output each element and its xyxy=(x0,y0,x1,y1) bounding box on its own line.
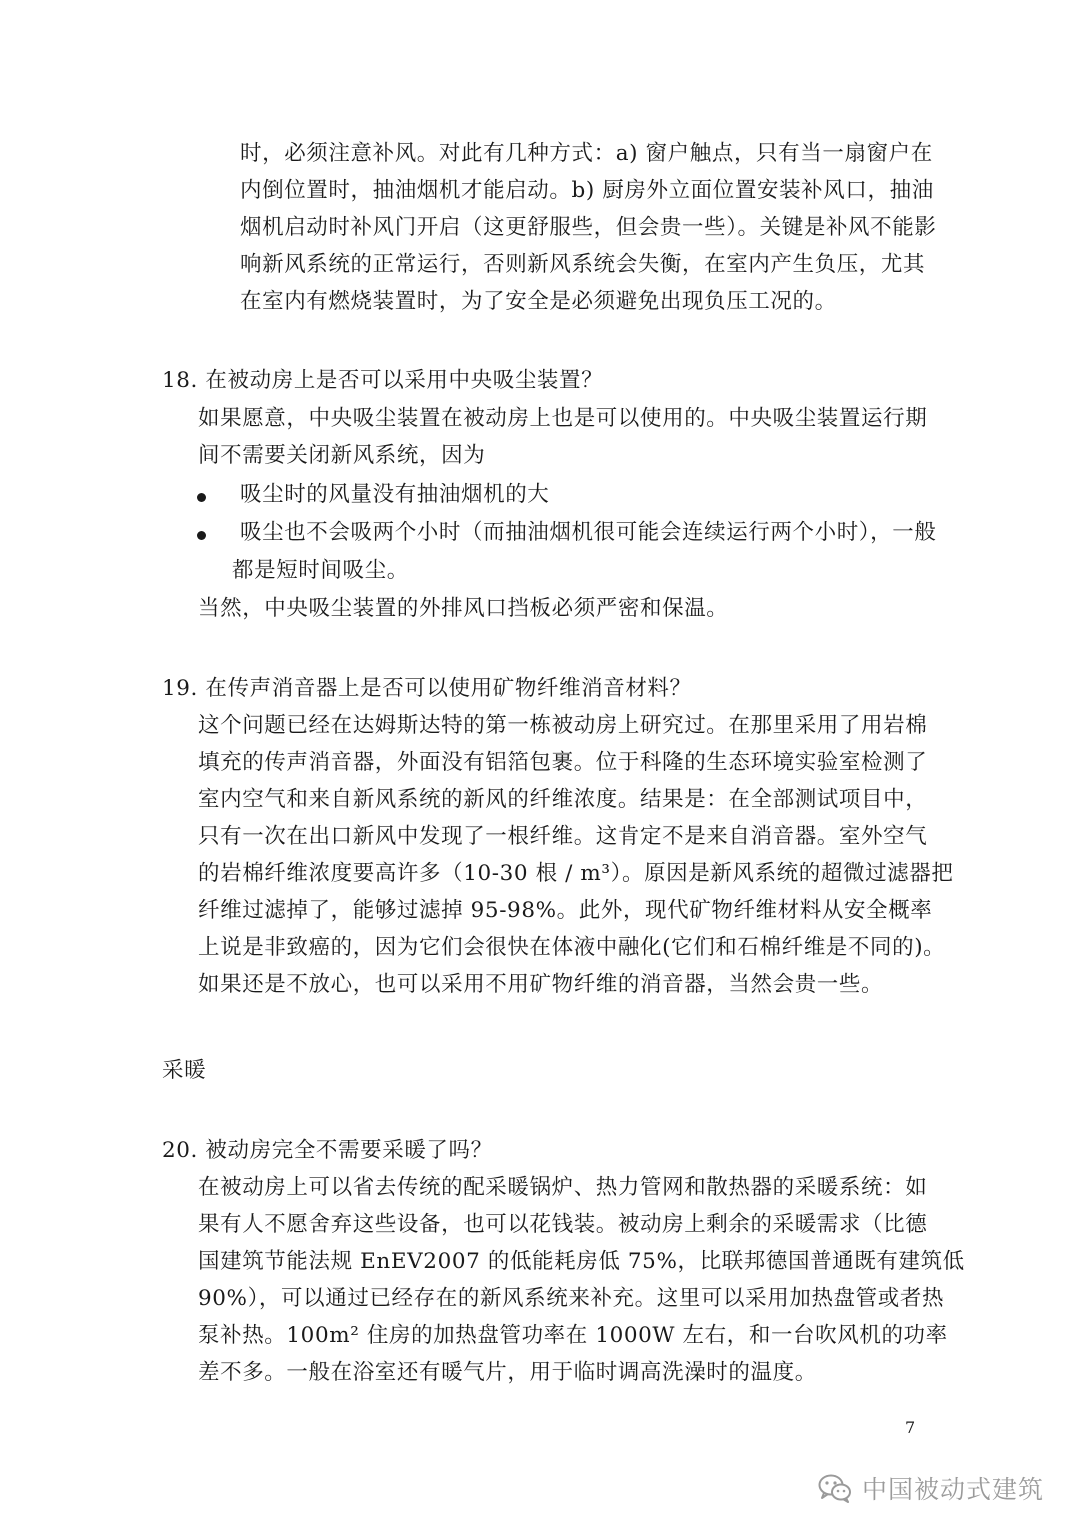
answer-line: 泵补热。100m² 住房的加热盘管功率在 1000W 左右，和一台吹风机的功率 xyxy=(198,1323,948,1348)
answer-line: 这个问题已经在达姆斯达特的第一栋被动房上研究过。在那里采用了用岩棉 xyxy=(198,713,928,738)
answer-line: 90%），可以通过已经存在的新风系统来补充。这里可以采用加热盘管或者热 xyxy=(198,1286,945,1311)
answer-line: 只有一次在出口新风中发现了一根纤维。这肯定不是来自消音器。室外空气 xyxy=(198,824,928,849)
bullet-text: 吸尘也不会吸两个小时（而抽油烟机很可能会连续运行两个小时），一般 xyxy=(240,520,937,545)
answer-line: 差不多。一般在浴室还有暖气片，用于临时调高洗澡时的温度。 xyxy=(198,1360,817,1385)
bullet-text: 都是短时间吸尘。 xyxy=(232,558,409,583)
answer-line: 填充的传声消音器，外面没有铝箔包裹。位于科隆的生态环境实验室检测了 xyxy=(198,750,928,775)
answer-line: 上说是非致癌的，因为它们会很快在体液中融化(它们和石棉纤维是不同的)。 xyxy=(198,935,946,960)
answer-line: 室内空气和来自新风系统的新风的纤维浓度。结果是：在全部测试项目中， xyxy=(198,787,928,812)
answer-line: 果有人不愿舍弃这些设备，也可以花钱装。被动房上剩余的采暖需求（比德 xyxy=(198,1212,928,1237)
watermark-text: 中国被动式建筑 xyxy=(862,1475,1045,1504)
answer-line: 在被动房上可以省去传统的配采暖锅炉、热力管网和散热器的采暖系统：如 xyxy=(198,1175,928,1200)
bullet-dot-icon xyxy=(197,531,206,540)
page-number: 7 xyxy=(905,1418,916,1437)
paragraph-line: 响新风系统的正常运行，否则新风系统会失衡，在室内产生负压，尤其 xyxy=(240,252,926,277)
answer-line: 如果愿意，中央吸尘装置在被动房上也是可以使用的。中央吸尘装置运行期 xyxy=(198,406,928,431)
paragraph-line: 烟机启动时补风门开启（这更舒服些，但会贵一些）。关键是补风不能影 xyxy=(240,215,937,240)
bullet-text: 吸尘时的风量没有抽油烟机的大 xyxy=(240,482,550,507)
answer-line: 间不需要关闭新风系统，因为 xyxy=(198,443,486,468)
answer-line: 纤维过滤掉了，能够过滤掉 95-98%。此外，现代矿物纤维材料从安全概率 xyxy=(198,898,933,923)
answer-line: 国建筑节能法规 EnEV2007 的低能耗房低 75%，比联邦德国普通既有建筑低 xyxy=(198,1249,965,1274)
paragraph-line: 时，必须注意补风。对此有几种方式：a) 窗户触点，只有当一扇窗户在 xyxy=(240,141,933,166)
answer-line: 当然，中央吸尘装置的外排风口挡板必须严密和保温。 xyxy=(198,596,729,621)
paragraph-line: 内倒位置时，抽油烟机才能启动。b) 厨房外立面位置安装补风口，抽油 xyxy=(240,178,934,203)
answer-line: 如果还是不放心，也可以采用不用矿物纤维的消音器，当然会贵一些。 xyxy=(198,972,884,997)
bullet-dot-icon xyxy=(197,493,206,502)
paragraph-line: 在室内有燃烧装置时，为了安全是必须避免出现负压工况的。 xyxy=(240,289,837,314)
question-heading: 19. 在传声消音器上是否可以使用矿物纤维消音材料？ xyxy=(162,676,692,701)
question-heading: 20. 被动房完全不需要采暖了吗？ xyxy=(162,1138,493,1163)
section-heading: 采暖 xyxy=(162,1058,207,1083)
wechat-icon xyxy=(818,1473,852,1503)
question-heading: 18. 在被动房上是否可以采用中央吸尘装置？ xyxy=(162,368,604,393)
answer-line: 的岩棉纤维浓度要高许多（10-30 根 / m³）。原因是新风系统的超微过滤器把 xyxy=(198,861,954,886)
watermark xyxy=(818,1468,1044,1508)
